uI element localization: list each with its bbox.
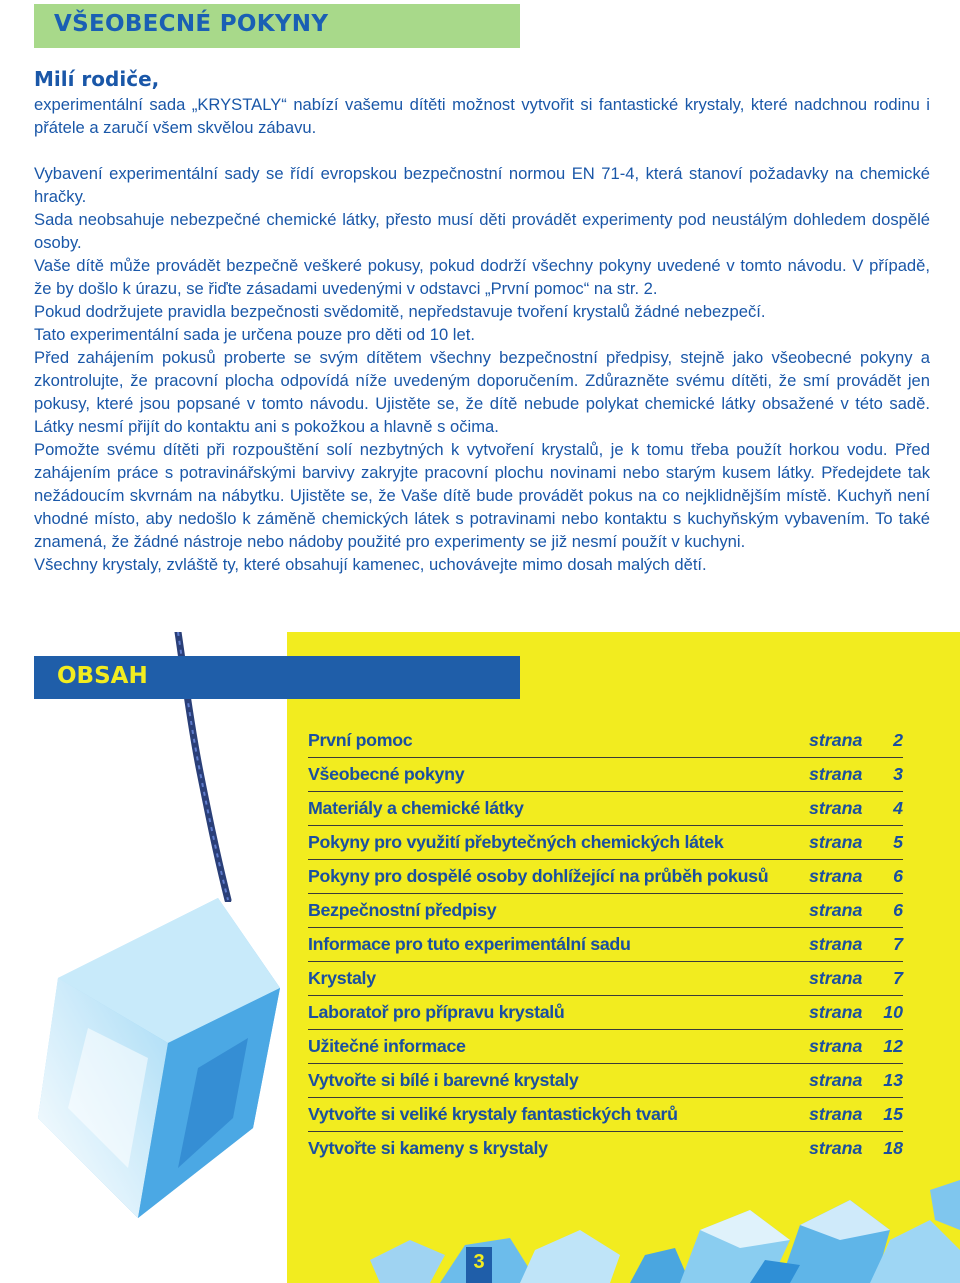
toc-strana-label: strana: [809, 832, 863, 852]
section-header: [34, 4, 520, 48]
toc-page-number: 13: [883, 1070, 903, 1090]
toc-strana-label: strana: [809, 866, 863, 886]
toc-item-label: Vytvořte si kameny s krystaly: [308, 1138, 548, 1158]
toc-strana-label: strana: [809, 1036, 863, 1056]
toc-strana-label: strana: [809, 900, 863, 920]
contents-title: OBSAH: [57, 663, 148, 689]
crystal-cluster-image: [370, 1170, 960, 1283]
toc-row[interactable]: [308, 1132, 903, 1165]
toc-item-label: Vytvořte si bílé i barevné krystaly: [308, 1070, 579, 1090]
toc-page-number: 2: [893, 730, 903, 750]
toc-page-number: 6: [893, 866, 903, 886]
toc-page-number: 3: [893, 764, 903, 784]
toc-item-label: Pokyny pro využití přebytečných chemických látek: [308, 832, 724, 852]
paragraph-2: Vybavení experimentální sady se řídí evropskou bezpečnostní normou EN 71-4, která stanoví požadavky na chemické hračky.: [34, 164, 930, 206]
toc-row[interactable]: [308, 792, 903, 826]
toc-item-label: Pokyny pro dospělé osoby dohlížející na průběh pokusů: [308, 866, 769, 886]
toc-page-number: 7: [893, 934, 903, 954]
toc-item-label: Materiály a chemické látky: [308, 798, 524, 818]
toc-row[interactable]: [308, 962, 903, 996]
toc-page-number: 5: [893, 832, 903, 852]
section-title: VŠEOBECNÉ POKYNY: [54, 11, 329, 37]
toc-row[interactable]: [308, 1098, 903, 1132]
toc-page-number: 4: [893, 798, 903, 818]
greeting: Milí rodiče,: [34, 67, 160, 91]
intro-text: [34, 66, 930, 576]
toc-page-number: 6: [893, 900, 903, 920]
toc-page-number: 18: [883, 1138, 903, 1158]
toc-strana-label: strana: [809, 798, 863, 818]
toc-strana-label: strana: [809, 968, 863, 988]
paragraph-9: Všechny krystaly, zvláště ty, které obsahují kamenec, uchovávejte mimo dosah malých dětí.: [34, 555, 707, 574]
paragraph-1: experimentální sada „KRYSTALY“ nabízí vašemu dítěti možnost vytvořit si fantastické krystaly, které nadchnou rodinu i přátele a zaručí všem skvělou zábavu.: [34, 95, 930, 137]
toc-item-label: Laboratoř pro přípravu krystalů: [308, 1002, 565, 1022]
paragraph-3: Sada neobsahuje nebezpečné chemické látky, přesto musí děti provádět experimenty pod neustálým dohledem dospělé osoby.: [34, 210, 930, 252]
toc-row[interactable]: [308, 826, 903, 860]
toc-item-label: Krystaly: [308, 968, 376, 988]
contents-header: [34, 656, 520, 699]
toc-page-number: 10: [883, 1002, 903, 1022]
paragraph-8: Pomožte svému dítěti při rozpouštění solí nezbytných k vytvoření krystalů, je k tomu třeba použít horkou vodu. Před zahájením práce s potravinářskými barvivy zakryjte pracovní plochu novinami nebo starým kusem látky. Předejdete tak nežádoucím skvrnám na nábytku. Ujistěte se, že Vaše dítě bude provádět pokus na co nejklidnějším místě. Kuchyň není vhodné místo, aby nedošlo k záměně chemických látek s potravinami nebo kontaktu s kuchyňským vybavením. To také znamená, že žádné nástroje nebo nádoby použité pro experimenty se již nesmí použít v kuchyni.: [34, 440, 930, 551]
toc-row[interactable]: [308, 928, 903, 962]
toc-strana-label: strana: [809, 764, 863, 784]
table-of-contents: [308, 724, 903, 1165]
toc-strana-label: strana: [809, 1070, 863, 1090]
toc-strana-label: strana: [809, 934, 863, 954]
toc-item-label: Vytvořte si veliké krystaly fantastických tvarů: [308, 1104, 678, 1124]
toc-row[interactable]: [308, 724, 903, 758]
toc-strana-label: strana: [809, 1002, 863, 1022]
toc-row[interactable]: [308, 1064, 903, 1098]
toc-strana-label: strana: [809, 730, 863, 750]
page-number-badge: [466, 1247, 492, 1283]
toc-row[interactable]: [308, 860, 903, 894]
blue-crystal-image: [18, 868, 288, 1228]
paragraph-6: Tato experimentální sada je určena pouze pro děti od 10 let.: [34, 325, 475, 344]
toc-item-label: Informace pro tuto experimentální sadu: [308, 934, 631, 954]
toc-row[interactable]: [308, 996, 903, 1030]
toc-strana-label: strana: [809, 1138, 863, 1158]
page-number: 3: [473, 1251, 485, 1273]
toc-item-label: Užitečné informace: [308, 1036, 466, 1056]
toc-page-number: 7: [893, 968, 903, 988]
toc-page-number: 15: [883, 1104, 903, 1124]
toc-strana-label: strana: [809, 1104, 863, 1124]
paragraph-7: Před zahájením pokusů proberte se svým dítětem všechny bezpečnostní předpisy, stejně jako všeobecné pokyny a zkontrolujte, že pracovní plocha odpovídá níže uvedeným doporučením. Zdůrazněte svému dítěti, že smí provádět jen pokusy, které jsou popsané v tomto návodu. Ujistěte se, že dítě nebude polykat chemické látky obsažené v této sadě. Látky nesmí přijít do kontaktu ani s pokožkou a hlavně s očima.: [34, 348, 930, 436]
toc-item-label: První pomoc: [308, 730, 413, 750]
toc-row[interactable]: [308, 758, 903, 792]
toc-page-number: 12: [883, 1036, 903, 1056]
paragraph-5: Pokud dodržujete pravidla bezpečnosti svědomitě, nepředstavuje tvoření krystalů žádné nebezpečí.: [34, 302, 766, 321]
paragraph-4: Vaše dítě může provádět bezpečně veškeré pokusy, pokud dodrží všechny pokyny uvedené v tomto návodu. V případě, že by došlo k úrazu, se řiďte zásadami uvedenými v odstavci „První pomoc“ na str. 2.: [34, 256, 930, 298]
toc-row[interactable]: [308, 894, 903, 928]
toc-row[interactable]: [308, 1030, 903, 1064]
toc-item-label: Všeobecné pokyny: [308, 764, 465, 784]
toc-item-label: Bezpečnostní předpisy: [308, 900, 497, 920]
